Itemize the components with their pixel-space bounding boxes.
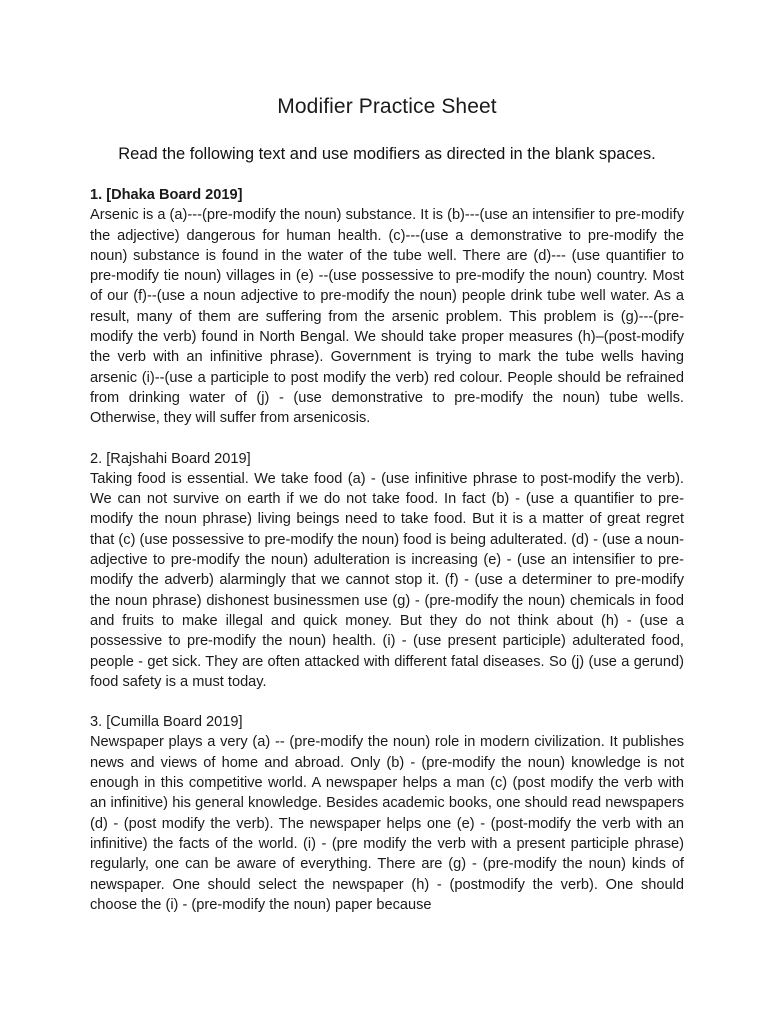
instruction-text: Read the following text and use modifiers as directed in the blank spaces.	[118, 145, 656, 163]
exercise-section-1	[90, 185, 684, 429]
exercise-section-3	[90, 712, 684, 915]
section-heading: 3. [Cumilla Board 2019]	[90, 714, 243, 731]
section-body: Arsenic is a (a)---(pre-modify the noun) substance. It is (b)---(use an intensifier to pre-modify the adjective) dangerous for human health. (c)---(use a demonstrative to pre-modify the noun) substance is found in the water of the tube well. There are (d)--- (use quantifier to pre-modify tie noun) villages in (e) --(use possessive to pre-modify the noun) country. Most of our (f)--(use a noun adjective to pre-modify the noun) people drink tube well water. As a result, many of them are suffering from the arsenic problem. This problem is (g)---(pre-modify the verb) found in North Bengal. We should take proper measures (h)–(post-modify the verb with an infinitive phrase). Government is trying to mark the tube wells having arsenic (i)--(use a participle to post modify the verb) red colour. People should be refrained from drinking water of (j) - (use demonstrative to pre-modify the noun) tube wells. Otherwise, they will suffer from arsenicosis.	[90, 207, 684, 427]
section-heading: 1. [Dhaka Board 2019]	[90, 187, 243, 203]
exercise-section-2	[90, 449, 684, 693]
section-body: Taking food is essential. We take food (a) - (use infinitive phrase to post-modify the verb). We can not survive on earth if we do not take food. In fact (b) - (use a quantifier to pre-modify the noun phrase) living beings need to take food. But it is a matter of great regret that (c) (use possessive to pre-modify the noun) food is being adulterated. (d) - (use a noun-adjective to pre-modify the noun) adulteration is increasing (e) - (use an intensifier to pre-modify the adverb) alarmingly that we cannot stop it. (f) - (use a determiner to pre-modify the noun phrase) dishonest businessmen use (g) - (pre-modify the noun) chemicals in food and fruits to make illegal and quick money. But they do not think about (h) - (use a possessive to pre-modify the noun) health. (i) - (use present participle) adulterated food, people - get sick. They are often attacked with different fatal diseases. So (j) (use a gerund) food safety is a must today.	[90, 470, 684, 690]
page-title: Modifier Practice Sheet	[277, 95, 497, 118]
section-heading: 2. [Rajshahi Board 2019]	[90, 450, 251, 467]
section-body: Newspaper plays a very (a) -- (pre-modify the noun) role in modern civilization. It publishes news and views of home and abroad. Only (b) - (pre-modify the noun) knowledge is not enough in this competitive world. A newspaper helps a man (c) (post modify the verb with an infinitive) his general knowledge. Besides academic books, one should read newspapers (d) - (post modify the verb). The newspaper helps one (e) - (post-modify the verb with an infinitive) the facts of the world. (i) - (pre modify the verb with a present participle phrase) regularly, one can be aware of everything. There are (g) - (pre-modify the noun) kinds of newspaper. One should select the newspaper (h) - (postmodify the verb). One should choose the (i) - (pre-modify the noun) paper because	[90, 734, 684, 913]
